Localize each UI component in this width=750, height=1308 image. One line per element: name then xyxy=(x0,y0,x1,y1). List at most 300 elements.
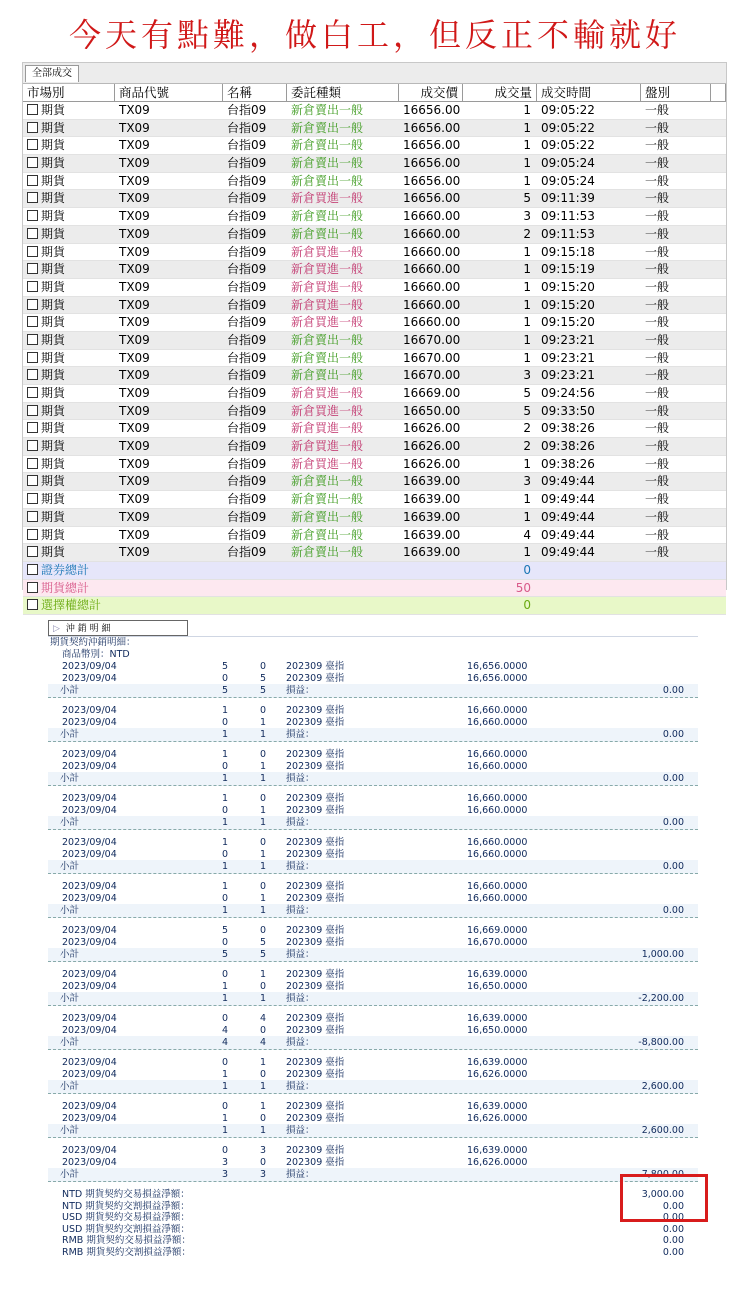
cell-name: 台指09 xyxy=(227,262,267,277)
cell-session: 一般 xyxy=(645,403,670,418)
pl-label: 損益： xyxy=(286,949,315,960)
cell-session: 一般 xyxy=(645,209,670,224)
pl-value: 1,000.00 xyxy=(641,949,684,960)
offset-product: 202309 臺指 xyxy=(286,837,345,848)
offset-qty-b: 5 xyxy=(260,936,267,948)
offset-product: 202309 臺指 xyxy=(286,705,345,716)
total-row xyxy=(48,1247,698,1259)
cell-time: 09:38:26 xyxy=(541,439,595,454)
offset-qty-b: 0 xyxy=(260,793,267,804)
total-value: 0.00 xyxy=(662,1246,684,1258)
table-row[interactable] xyxy=(23,350,726,368)
checkbox[interactable] xyxy=(27,440,38,451)
col-market[interactable]: 市場別 xyxy=(23,84,115,101)
cell-qty: 1 xyxy=(523,103,531,117)
total-value: 0.00 xyxy=(662,1200,684,1212)
checkbox[interactable] xyxy=(27,122,38,133)
table-row[interactable] xyxy=(23,527,726,545)
offset-product: 202309 臺指 xyxy=(286,925,345,936)
pl-value: -8,800.00 xyxy=(638,1037,684,1048)
cell-order-type: 新倉賣出一般 xyxy=(291,350,364,365)
subtotal-a: 1 xyxy=(222,773,229,784)
table-row[interactable] xyxy=(23,155,726,173)
checkbox[interactable] xyxy=(27,104,38,115)
offset-price: 16,639.0000 xyxy=(467,969,528,980)
table-row[interactable] xyxy=(23,509,726,527)
cell-price: 16656.00 xyxy=(403,138,461,153)
cell-time: 09:38:26 xyxy=(541,456,595,471)
checkbox[interactable] xyxy=(27,564,38,575)
offset-qty-a: 1 xyxy=(222,793,229,804)
table-row[interactable] xyxy=(23,102,726,120)
offset-qty-a: 0 xyxy=(222,1101,229,1112)
cell-market[interactable]: 期貨 xyxy=(23,350,115,367)
cell-name: 台指09 xyxy=(227,315,267,330)
subtotal-label: 小計 xyxy=(60,1125,80,1136)
table-row[interactable] xyxy=(23,367,726,385)
offset-date: 2023/09/04 xyxy=(62,760,117,772)
offset-qty-a: 1 xyxy=(222,705,229,716)
cell-market[interactable]: 期貨 xyxy=(23,190,115,207)
table-row[interactable] xyxy=(23,332,726,350)
table-row[interactable] xyxy=(23,385,726,403)
summary-label[interactable]: 選擇權總計 xyxy=(23,597,223,614)
cell-extra xyxy=(711,279,726,296)
offset-price: 16,626.0000 xyxy=(467,1112,528,1124)
subtotal-a: 1 xyxy=(222,729,229,740)
cell-name: 台指09 xyxy=(227,386,267,400)
cell-market[interactable]: 期貨 xyxy=(23,297,115,314)
cell-price: 16639.00 xyxy=(403,545,461,560)
cell-price: 16660.00 xyxy=(403,315,461,330)
tab-offset-detail[interactable] xyxy=(48,620,188,636)
cell-qty: 2 xyxy=(523,421,531,436)
pl-value: 0.00 xyxy=(662,685,684,696)
table-row[interactable] xyxy=(23,314,726,332)
cell-name: 台指09 xyxy=(227,403,267,418)
cell-market[interactable]: 期貨 xyxy=(23,403,115,420)
offset-qty-b: 0 xyxy=(260,749,267,760)
cell-market[interactable]: 期貨 xyxy=(23,527,115,544)
checkbox[interactable] xyxy=(27,157,38,168)
cell-code: TX09 xyxy=(119,403,150,418)
offset-product: 202309 臺指 xyxy=(286,881,345,892)
cell-session: 一般 xyxy=(645,456,670,471)
trade-rows xyxy=(23,102,726,562)
page-title: 今天有點難，做白工，但反正不輸就好 xyxy=(68,16,681,54)
cell-market[interactable]: 期貨 xyxy=(23,208,115,225)
pl-value: 0.00 xyxy=(662,905,684,916)
checkbox[interactable] xyxy=(27,475,38,486)
cell-price: 16660.00 xyxy=(403,262,461,277)
cell-name: 台指09 xyxy=(227,439,267,454)
offset-qty-a: 5 xyxy=(222,661,229,672)
cell-code: TX09 xyxy=(119,545,150,560)
cell-extra xyxy=(711,102,726,119)
summary-qty: 50 xyxy=(515,580,531,595)
section-title: 期貨契約沖銷明細： xyxy=(50,637,136,648)
cell-market[interactable]: 期貨 xyxy=(23,226,115,243)
table-row[interactable] xyxy=(23,190,726,208)
checkbox[interactable] xyxy=(27,493,38,504)
offset-price: 16,639.0000 xyxy=(467,1013,528,1024)
cell-time: 09:38:26 xyxy=(541,421,595,436)
cell-time: 09:05:24 xyxy=(541,173,595,188)
offset-row xyxy=(48,881,698,893)
pl-label: 損益： xyxy=(286,905,315,916)
col-price[interactable]: 成交價 xyxy=(399,84,463,101)
subtotal-b: 3 xyxy=(260,1169,267,1180)
cell-session: 一般 xyxy=(645,244,670,259)
offset-date: 2023/09/04 xyxy=(62,672,117,684)
offset-product: 202309 臺指 xyxy=(286,1156,345,1168)
cell-qty: 5 xyxy=(523,386,531,400)
cell-time: 09:23:21 xyxy=(541,368,595,383)
cell-time: 09:11:53 xyxy=(541,209,595,224)
table-row[interactable] xyxy=(23,473,726,491)
subtotal-b: 4 xyxy=(260,1037,267,1048)
cell-code: TX09 xyxy=(119,209,150,224)
offset-product: 202309 臺指 xyxy=(286,848,345,860)
pl-value: 0.00 xyxy=(662,773,684,784)
cell-code: TX09 xyxy=(119,120,150,135)
offset-product: 202309 臺指 xyxy=(286,1024,345,1036)
cell-code: TX09 xyxy=(119,368,150,383)
offset-price: 16,660.0000 xyxy=(467,705,528,716)
summary-label[interactable]: 證券總計 xyxy=(23,562,223,579)
table-row[interactable] xyxy=(23,244,726,262)
offset-price: 16,660.0000 xyxy=(467,716,528,728)
cell-order-type: 新倉買進一般 xyxy=(291,191,364,206)
cell-name: 台指09 xyxy=(227,173,267,188)
cell-price: 16656.00 xyxy=(403,173,461,188)
offset-group xyxy=(48,969,698,1013)
cell-time: 09:33:50 xyxy=(541,403,595,418)
checkbox[interactable] xyxy=(27,546,38,557)
table-row[interactable] xyxy=(23,173,726,191)
cell-market[interactable]: 期貨 xyxy=(23,509,115,526)
col-code[interactable]: 商品代號 xyxy=(115,84,223,101)
table-row[interactable] xyxy=(23,279,726,297)
cell-session: 一般 xyxy=(645,332,670,347)
cell-market[interactable]: 期貨 xyxy=(23,137,115,154)
cell-name: 台指09 xyxy=(227,209,267,224)
total-row xyxy=(48,1224,698,1236)
offset-date: 2023/09/04 xyxy=(62,1145,117,1156)
cell-session: 一般 xyxy=(645,226,670,241)
cell-market[interactable]: 期貨 xyxy=(23,261,115,278)
summary-row[interactable] xyxy=(23,562,726,580)
offset-date: 2023/09/04 xyxy=(62,705,117,716)
cell-market[interactable]: 期貨 xyxy=(23,173,115,190)
offset-qty-b: 0 xyxy=(260,661,267,672)
cell-qty: 3 xyxy=(523,209,531,224)
offset-price: 16,650.0000 xyxy=(467,980,528,992)
cell-market[interactable]: 期貨 xyxy=(23,102,115,119)
cell-price: 16660.00 xyxy=(403,209,461,224)
cell-session: 一般 xyxy=(645,315,670,330)
offset-qty-a: 1 xyxy=(222,1068,229,1080)
checkbox[interactable] xyxy=(27,405,38,416)
subtotal-b: 5 xyxy=(260,949,267,960)
cell-price: 16660.00 xyxy=(403,244,461,259)
offset-date: 2023/09/04 xyxy=(62,925,117,936)
table-row[interactable] xyxy=(23,420,726,438)
cell-code: TX09 xyxy=(119,315,150,330)
offset-price: 16,670.0000 xyxy=(467,936,528,948)
offset-qty-a: 0 xyxy=(222,804,229,816)
cell-qty: 1 xyxy=(523,492,531,507)
cell-market[interactable]: 期貨 xyxy=(23,332,115,349)
cell-time: 09:23:21 xyxy=(541,332,595,347)
offset-row xyxy=(48,925,698,937)
cell-extra xyxy=(711,155,726,172)
table-row[interactable] xyxy=(23,544,726,562)
col-session[interactable]: 盤別 xyxy=(641,84,711,101)
subtotal-row xyxy=(48,684,698,698)
offset-date: 2023/09/04 xyxy=(62,793,117,804)
offset-group xyxy=(48,1101,698,1145)
offset-group xyxy=(48,793,698,837)
offset-date: 2023/09/04 xyxy=(62,661,117,672)
cell-market[interactable]: 期貨 xyxy=(23,491,115,508)
cell-market[interactable]: 期貨 xyxy=(23,420,115,437)
cell-session: 一般 xyxy=(645,439,670,454)
pl-label: 損益： xyxy=(286,1169,315,1180)
col-time[interactable]: 成交時間 xyxy=(537,84,641,101)
checkbox[interactable] xyxy=(27,369,38,380)
cell-extra xyxy=(711,244,726,261)
cell-time: 09:49:44 xyxy=(541,492,595,507)
cell-qty: 1 xyxy=(523,509,531,524)
subtotal-a: 5 xyxy=(222,949,229,960)
offset-row xyxy=(48,937,698,949)
cell-session: 一般 xyxy=(645,509,670,524)
cell-session: 一般 xyxy=(645,191,670,206)
checkbox[interactable] xyxy=(27,387,38,398)
offset-qty-a: 0 xyxy=(222,969,229,980)
cell-market[interactable]: 期貨 xyxy=(23,279,115,296)
cell-time: 09:49:44 xyxy=(541,474,595,489)
cell-price: 16656.00 xyxy=(403,120,461,135)
summary-label[interactable]: 期貨總計 xyxy=(23,580,223,597)
checkbox[interactable] xyxy=(27,139,38,150)
offset-panel xyxy=(48,636,698,1308)
cell-code: TX09 xyxy=(119,350,150,365)
subtotal-a: 1 xyxy=(222,861,229,872)
checkbox[interactable] xyxy=(27,246,38,257)
table-row[interactable] xyxy=(23,438,726,456)
subtotal-row xyxy=(48,992,698,1006)
cell-extra xyxy=(711,527,726,544)
offset-product: 202309 臺指 xyxy=(286,1068,345,1080)
cell-code: TX09 xyxy=(119,226,150,241)
offset-qty-a: 1 xyxy=(222,749,229,760)
offset-row xyxy=(48,1069,698,1081)
cell-qty: 5 xyxy=(523,191,531,206)
cell-market[interactable]: 期貨 xyxy=(23,473,115,490)
offset-row xyxy=(48,849,698,861)
checkbox[interactable] xyxy=(27,599,38,610)
checkbox[interactable] xyxy=(27,529,38,540)
offset-row xyxy=(48,749,698,761)
checkbox[interactable] xyxy=(27,334,38,345)
subtotal-label: 小計 xyxy=(60,1081,80,1092)
subtotal-label: 小計 xyxy=(60,1037,80,1048)
offset-qty-b: 1 xyxy=(260,760,267,772)
offset-product: 202309 臺指 xyxy=(286,804,345,816)
offset-qty-a: 0 xyxy=(222,672,229,684)
cell-market[interactable]: 期貨 xyxy=(23,244,115,261)
offset-group xyxy=(48,881,698,925)
table-row[interactable] xyxy=(23,491,726,509)
cell-price: 16670.00 xyxy=(403,332,461,347)
cell-name: 台指09 xyxy=(227,120,267,135)
offset-qty-a: 5 xyxy=(222,925,229,936)
cell-extra xyxy=(711,332,726,349)
cell-qty: 1 xyxy=(523,297,531,312)
subtotal-a: 1 xyxy=(222,905,229,916)
cell-order-type: 新倉賣出一般 xyxy=(291,492,364,507)
tab-all-trades[interactable]: 全部成交 xyxy=(25,65,79,82)
cell-market[interactable]: 期貨 xyxy=(23,155,115,172)
table-row[interactable] xyxy=(23,137,726,155)
offset-qty-b: 1 xyxy=(260,1101,267,1112)
offset-product: 202309 臺指 xyxy=(286,1057,345,1068)
subtotal-b: 1 xyxy=(260,993,267,1004)
total-value: 0.00 xyxy=(662,1235,684,1247)
cell-market[interactable]: 期貨 xyxy=(23,314,115,331)
table-row[interactable] xyxy=(23,261,726,279)
cell-extra xyxy=(711,385,726,402)
total-row xyxy=(48,1235,698,1247)
cell-time: 09:05:22 xyxy=(541,138,595,153)
offset-product: 202309 臺指 xyxy=(286,1112,345,1124)
cell-extra xyxy=(711,544,726,561)
offset-group xyxy=(48,1057,698,1101)
col-type[interactable]: 委託種類 xyxy=(287,84,399,101)
cell-extra xyxy=(711,226,726,243)
cell-code: TX09 xyxy=(119,138,150,153)
col-qty[interactable]: 成交量 xyxy=(463,84,537,101)
checkbox[interactable] xyxy=(27,228,38,239)
subtotal-b: 1 xyxy=(260,729,267,740)
checkbox[interactable] xyxy=(27,210,38,221)
subtotal-label: 小計 xyxy=(60,773,80,784)
cell-qty: 1 xyxy=(523,138,531,153)
col-name[interactable]: 名稱 xyxy=(223,84,287,101)
offset-row xyxy=(48,1157,698,1169)
checkbox[interactable] xyxy=(27,281,38,292)
cell-market[interactable]: 期貨 xyxy=(23,544,115,561)
checkbox[interactable] xyxy=(27,263,38,274)
offset-qty-a: 1 xyxy=(222,1112,229,1124)
pl-label: 損益： xyxy=(286,685,315,696)
checkbox[interactable] xyxy=(27,582,38,593)
cell-code: TX09 xyxy=(119,262,150,277)
cell-order-type: 新倉買進一般 xyxy=(291,315,364,330)
offset-row xyxy=(48,1101,698,1113)
cell-code: TX09 xyxy=(119,191,150,206)
cell-name: 台指09 xyxy=(227,191,267,206)
checkbox[interactable] xyxy=(27,511,38,522)
cell-name: 台指09 xyxy=(227,545,267,560)
cell-qty: 1 xyxy=(523,156,531,171)
summary-row[interactable] xyxy=(23,597,726,615)
offset-qty-a: 0 xyxy=(222,936,229,948)
offset-qty-a: 0 xyxy=(222,1057,229,1068)
subtotal-b: 1 xyxy=(260,861,267,872)
table-row[interactable] xyxy=(23,226,726,244)
cell-market[interactable]: 期貨 xyxy=(23,385,115,402)
offset-row xyxy=(48,1025,698,1037)
cell-market[interactable]: 期貨 xyxy=(23,367,115,384)
offset-row xyxy=(48,1113,698,1125)
offset-price: 16,639.0000 xyxy=(467,1101,528,1112)
subtotal-label: 小計 xyxy=(60,817,80,828)
checkbox[interactable] xyxy=(27,175,38,186)
total-row xyxy=(48,1212,698,1224)
offset-product: 202309 臺指 xyxy=(286,1145,345,1156)
cell-code: TX09 xyxy=(119,297,150,312)
cell-name: 台指09 xyxy=(227,350,267,365)
cell-order-type: 新倉買進一般 xyxy=(291,279,364,294)
table-row[interactable] xyxy=(23,120,726,138)
table-row[interactable] xyxy=(23,403,726,421)
cell-qty: 1 xyxy=(523,332,531,347)
table-row[interactable] xyxy=(23,456,726,474)
subtotal-a: 4 xyxy=(222,1037,229,1048)
subtotal-b: 5 xyxy=(260,685,267,696)
checkbox[interactable] xyxy=(27,299,38,310)
subtotal-a: 1 xyxy=(222,1081,229,1092)
offset-qty-b: 0 xyxy=(260,925,267,936)
table-row[interactable] xyxy=(23,208,726,226)
offset-qty-b: 1 xyxy=(260,969,267,980)
cell-time: 09:23:21 xyxy=(541,350,595,365)
cell-market[interactable]: 期貨 xyxy=(23,438,115,455)
subtotal-a: 5 xyxy=(222,685,229,696)
summary-row[interactable] xyxy=(23,580,726,598)
offset-group xyxy=(48,925,698,969)
cell-code: TX09 xyxy=(119,509,150,524)
offset-date: 2023/09/04 xyxy=(62,1013,117,1024)
cell-session: 一般 xyxy=(645,421,670,436)
checkbox[interactable] xyxy=(27,316,38,327)
cell-extra xyxy=(711,509,726,526)
currency-label: 商品幣別：NTD xyxy=(62,649,130,660)
cell-qty: 1 xyxy=(523,545,531,560)
cell-price: 16660.00 xyxy=(403,297,461,312)
cell-time: 09:05:22 xyxy=(541,120,595,135)
offset-qty-b: 0 xyxy=(260,837,267,848)
table-row[interactable] xyxy=(23,297,726,315)
cell-session: 一般 xyxy=(645,262,670,277)
subtotal-label: 小計 xyxy=(60,861,80,872)
checkbox[interactable] xyxy=(27,422,38,433)
checkbox[interactable] xyxy=(27,458,38,469)
cell-order-type: 新倉買進一般 xyxy=(291,439,364,454)
offset-date: 2023/09/04 xyxy=(62,837,117,848)
cell-market[interactable]: 期貨 xyxy=(23,456,115,473)
checkbox[interactable] xyxy=(27,352,38,363)
offset-date: 2023/09/04 xyxy=(62,716,117,728)
offset-qty-a: 1 xyxy=(222,980,229,992)
checkbox[interactable] xyxy=(27,192,38,203)
offset-qty-a: 1 xyxy=(222,881,229,892)
subtotal-b: 1 xyxy=(260,773,267,784)
cell-market[interactable]: 期貨 xyxy=(23,120,115,137)
